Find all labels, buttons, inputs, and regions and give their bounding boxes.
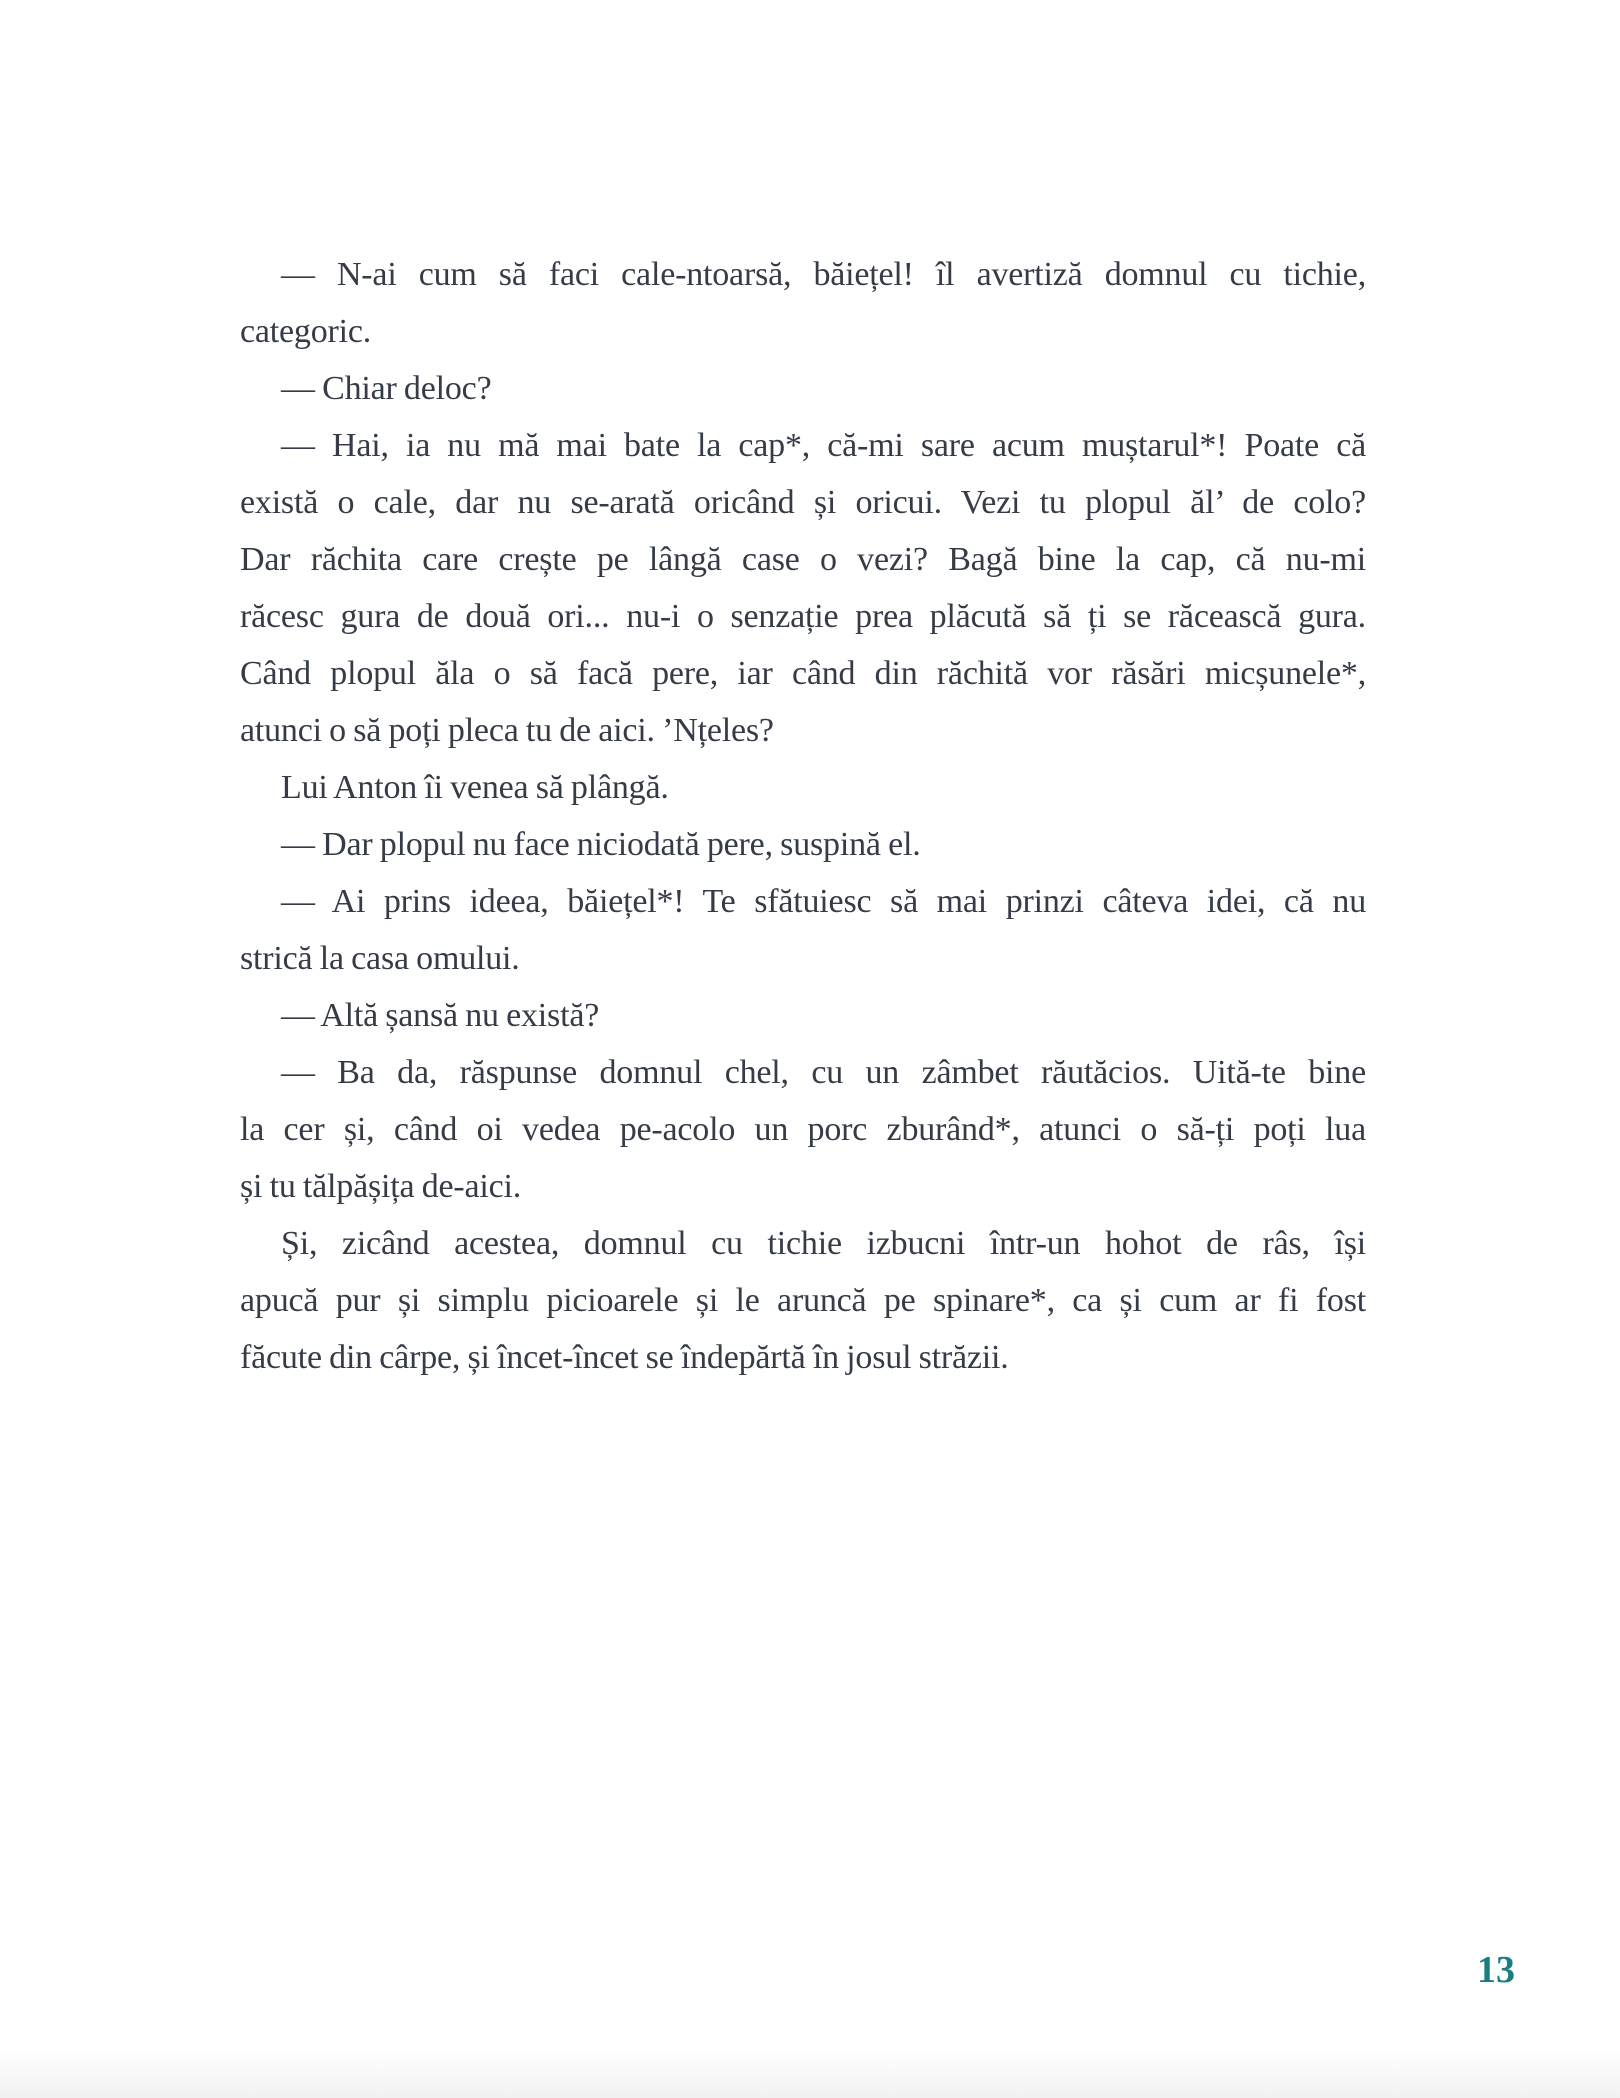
page-number: 13 (1477, 1949, 1515, 1991)
paragraph (240, 417, 1366, 759)
text-line: la cer și, când oi vedea pe-acolo un porc zburând*, atunci o să-ți poți lua (240, 1111, 1366, 1148)
text-line: — Chiar deloc? (281, 370, 492, 407)
text-line: Și, zicând acestea, domnul cu tichie izbucni într-un hohot de râs, își (281, 1225, 1366, 1262)
text-line: apucă pur și simplu picioarele și le aruncă pe spinare*, ca și cum ar fi fost (240, 1282, 1366, 1319)
body-text (240, 246, 1366, 1386)
paragraph (240, 816, 1366, 873)
page-bottom-shade (0, 2050, 1620, 2098)
text-line: categoric. (240, 313, 372, 350)
paragraph (240, 1215, 1366, 1386)
text-line: Dar răchita care crește pe lângă case o vezi? Bagă bine la cap, că nu-mi (240, 541, 1366, 578)
text-line: strică la casa omului. (240, 940, 520, 977)
text-line: Lui Anton îi venea să plângă. (281, 769, 669, 806)
text-line: atunci o să poți pleca tu de aici. ’Nțeles? (240, 712, 774, 749)
paragraph (240, 987, 1366, 1044)
text-line: — N-ai cum să faci cale-ntoarsă, băiețel! îl avertiză domnul cu tichie, (281, 256, 1366, 293)
text-line: și tu tălpășița de-aici. (240, 1168, 522, 1205)
paragraph (240, 246, 1366, 360)
paragraph (240, 1044, 1366, 1215)
paragraph (240, 759, 1366, 816)
text-line: — Altă șansă nu există? (281, 997, 600, 1034)
text-line: — Dar plopul nu face niciodată pere, suspină el. (281, 826, 921, 863)
text-line: — Hai, ia nu mă mai bate la cap*, că-mi sare acum muștarul*! Poate că (281, 427, 1366, 464)
paragraph (240, 873, 1366, 987)
text-line: făcute din cârpe, și încet-încet se îndepărtă în josul străzii. (240, 1339, 1009, 1376)
text-line: răcesc gura de două ori... nu-i o senzație prea plăcută să ți se răcească gura. (240, 598, 1366, 635)
text-line: există o cale, dar nu se-arată oricând și oricui. Vezi tu plopul ăl’ de colo? (240, 484, 1366, 521)
text-line: Când plopul ăla o să facă pere, iar când din răchită vor răsări micșunele*, (240, 655, 1366, 692)
text-line: — Ai prins ideea, băiețel*! Te sfătuiesc să mai prinzi câteva idei, că nu (281, 883, 1366, 920)
text-line: — Ba da, răspunse domnul chel, cu un zâmbet răutăcios. Uită-te bine (281, 1054, 1366, 1091)
paragraph (240, 360, 1366, 417)
